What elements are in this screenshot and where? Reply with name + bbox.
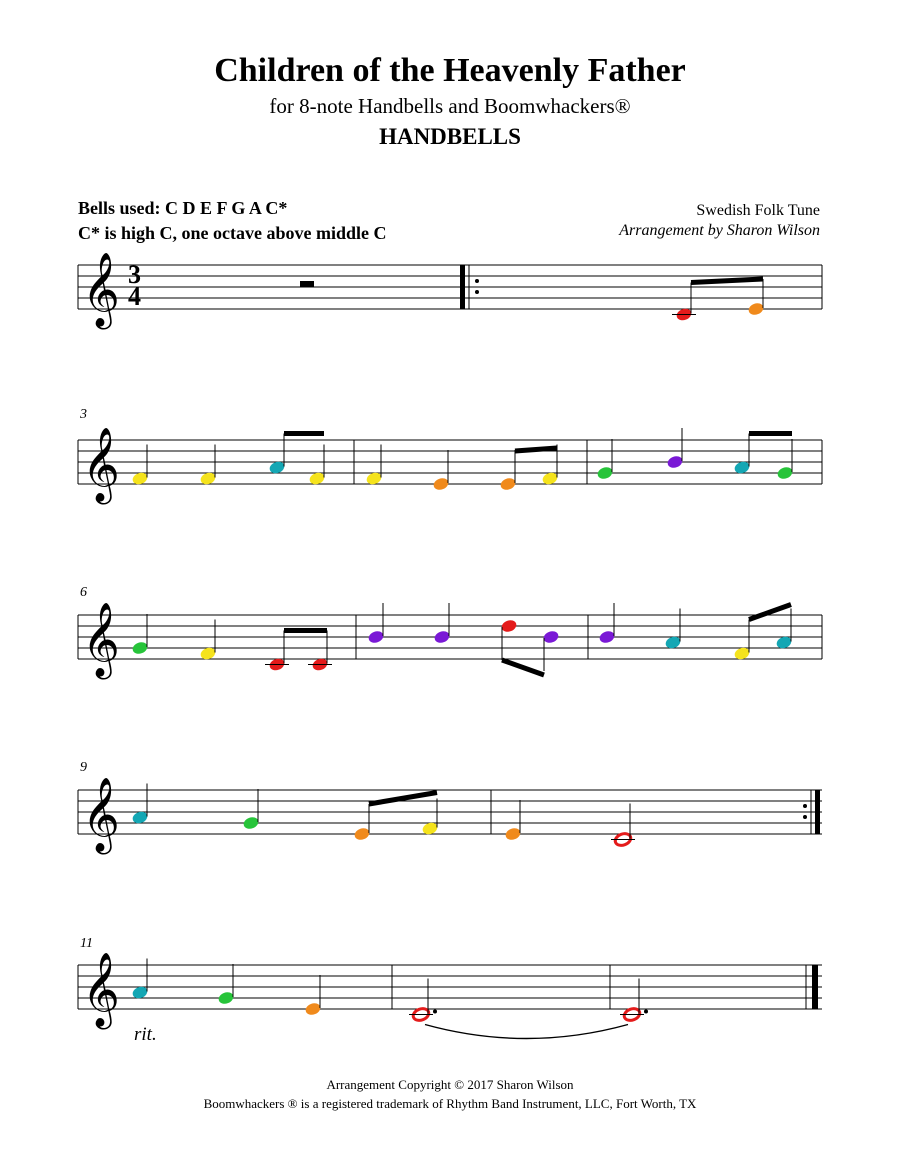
measure-number: 6	[80, 585, 87, 600]
note-F	[776, 439, 794, 481]
bells-note: C* is high C, one octave above middle C	[78, 223, 387, 243]
note-A	[542, 629, 560, 671]
note-head	[432, 476, 450, 491]
note-head	[433, 629, 451, 644]
note-A	[433, 603, 451, 645]
note-F	[217, 964, 235, 1006]
dot	[644, 1010, 648, 1014]
note-head	[131, 640, 149, 655]
time-signature-top: 3	[128, 260, 141, 289]
repeat-dot	[475, 279, 479, 283]
note-D	[304, 975, 322, 1017]
note-F	[596, 439, 614, 481]
note-head	[353, 826, 371, 841]
final-thick-bar	[812, 965, 818, 1009]
note-head	[242, 815, 260, 830]
half-rest	[300, 281, 314, 287]
note-D	[499, 450, 517, 492]
note-C	[611, 804, 635, 848]
time-signature-bottom: 4	[128, 282, 141, 311]
note-head	[304, 1001, 322, 1016]
note-head	[666, 454, 684, 469]
piece-subtitle: for 8-note Handbells and Boomwhackers®	[269, 94, 631, 118]
piece-title: Children of the Heavenly Father	[214, 52, 686, 89]
note-C	[409, 979, 437, 1023]
treble-clef-icon: 𝄞	[82, 953, 120, 1027]
note-D	[432, 450, 450, 492]
beam	[515, 448, 557, 451]
composer: Swedish Folk Tune	[696, 202, 820, 219]
copyright-notice: Arrangement Copyright © 2017 Sharon Wilson	[326, 1077, 574, 1092]
repeat-dot	[475, 290, 479, 294]
note-E	[421, 799, 439, 837]
note-A	[666, 428, 684, 470]
note-head	[598, 629, 616, 644]
repeat-end-thick-bar	[815, 790, 820, 834]
bells-used: Bells used: C D E F G A C*	[78, 198, 288, 218]
note-head	[542, 629, 560, 644]
note-A	[367, 603, 385, 645]
measure-number: 3	[80, 407, 87, 422]
note-head	[504, 826, 522, 841]
note-C	[672, 283, 696, 323]
ritardando-marking: rit.	[134, 1024, 157, 1045]
repeat-start-thick-bar	[460, 265, 465, 309]
treble-clef-icon: 𝄞	[82, 603, 120, 677]
beam	[691, 279, 763, 283]
treble-clef-icon: 𝄞	[82, 253, 120, 327]
treble-clef-icon: 𝄞	[82, 428, 120, 502]
arranger: Arrangement by Sharon Wilson	[619, 222, 820, 239]
tie	[425, 1025, 628, 1039]
measure-number: 9	[80, 760, 87, 775]
note-head	[747, 301, 765, 316]
note-head	[367, 629, 385, 644]
trademark-notice: Boomwhackers ® is a registered trademark of Rhythm Band Instrument, LLC, Fort Worth, TX	[203, 1096, 697, 1111]
part-name: HANDBELLS	[379, 124, 521, 149]
dot	[433, 1010, 437, 1014]
note-D	[504, 800, 522, 842]
beam	[749, 605, 791, 620]
note-head	[596, 465, 614, 480]
note-F	[242, 789, 260, 831]
treble-clef-icon: 𝄞	[82, 778, 120, 852]
note-head	[500, 618, 518, 633]
note-C	[620, 979, 648, 1023]
repeat-dot	[803, 804, 807, 808]
measure-number: 11	[80, 936, 93, 951]
note-F	[131, 614, 149, 656]
beam	[502, 660, 544, 675]
note-head	[776, 465, 794, 480]
note-A	[598, 603, 616, 645]
note-C*	[500, 618, 518, 660]
beam	[369, 793, 437, 805]
note-head	[499, 476, 517, 491]
repeat-dot	[803, 815, 807, 819]
note-head	[217, 990, 235, 1005]
